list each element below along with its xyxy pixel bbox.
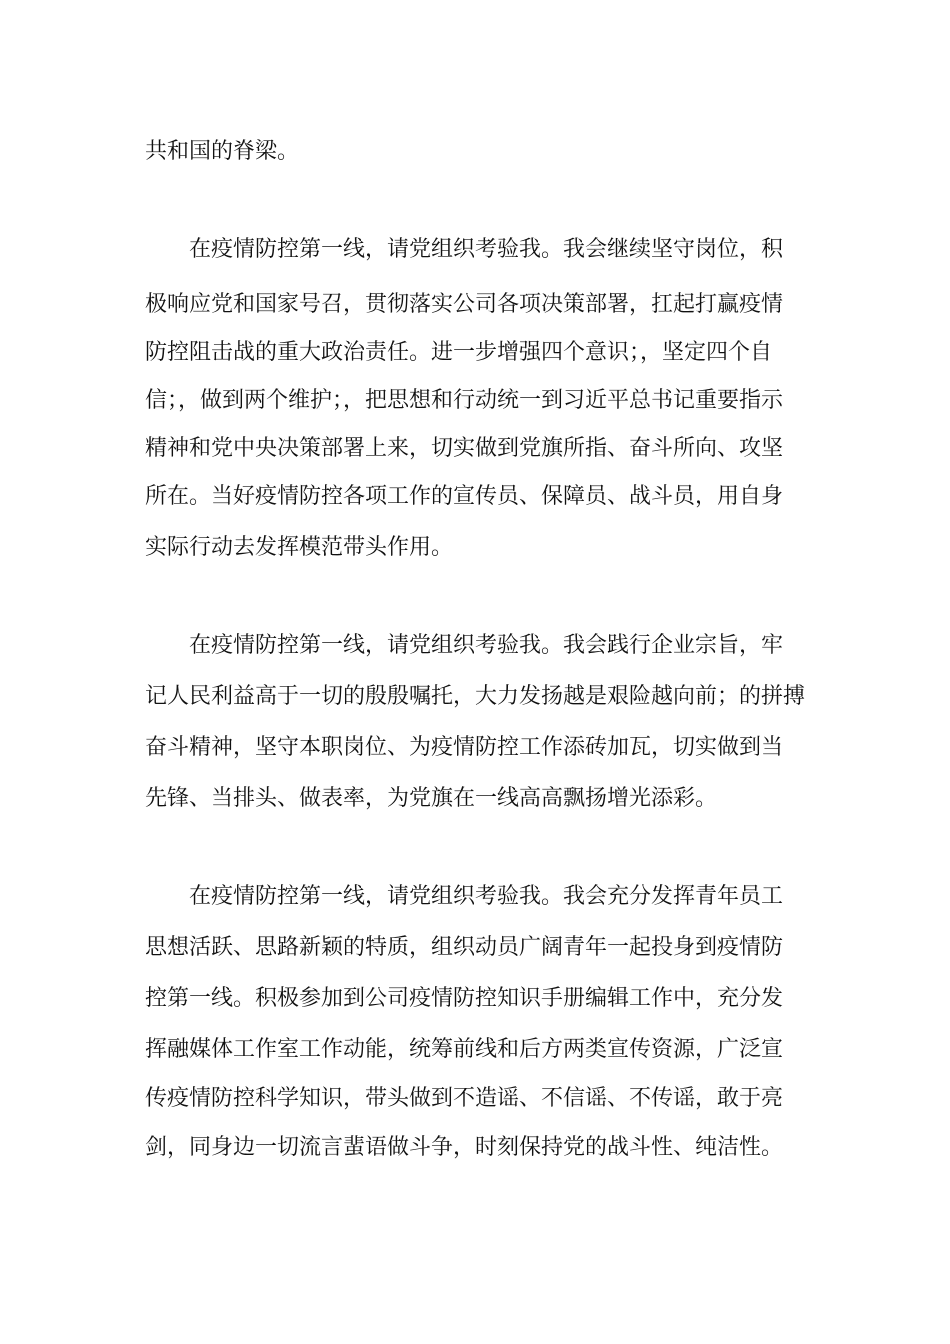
paragraph-2-line-6: 所在。当好疫情防控各项工作的宣传员、保障员、战斗员，用自身: [145, 484, 784, 509]
paragraph-2-line-2: 极响应党和国家号召，贯彻落实公司各项决策部署，扛起打赢疫情: [145, 292, 784, 317]
paragraph-4-line-4: 挥融媒体工作室工作动能，统筹前线和后方两类宣传资源，广泛宣: [145, 1037, 784, 1062]
paragraph-3-line-3: 奋斗精神，坚守本职岗位、为疫情防控工作添砖加瓦，切实做到当: [145, 735, 784, 760]
paragraph-1-line-1: 共和国的脊梁。: [145, 139, 300, 164]
paragraph-4-line-2: 思想活跃、思路新颖的特质，组织动员广阔青年一起投身到疫情防: [145, 935, 784, 960]
paragraph-4-line-5: 传疫情防控科学知识，带头做到不造谣、不信谣、不传谣，敢于亮: [145, 1086, 784, 1111]
paragraph-3-line-4: 先锋、当排头、做表率，为党旗在一线高高飘扬增光添彩。: [145, 786, 718, 811]
paragraph-3-line-2: 记人民利益高于一切的殷殷嘱托，大力发扬越是艰险越向前；的拼搏: [145, 684, 806, 709]
paragraph-4-line-6: 剑，同身边一切流言蜚语做斗争，时刻保持党的战斗性、纯洁性。: [145, 1135, 784, 1160]
paragraph-2-line-1: 在疫情防控第一线，请党组织考验我。我会继续坚守岗位，积: [189, 237, 784, 262]
paragraph-2-line-4: 信；，做到两个维护；，把思想和行动统一到习近平总书记重要指示: [145, 388, 784, 413]
paragraph-3-line-1: 在疫情防控第一线，请党组织考验我。我会践行企业宗旨，牢: [189, 633, 784, 658]
paragraph-2-line-7: 实际行动去发挥模范带头作用。: [145, 535, 454, 560]
paragraph-4-line-3: 控第一线。积极参加到公司疫情防控知识手册编辑工作中，充分发: [145, 986, 784, 1011]
paragraph-2-line-3: 防控阻击战的重大政治责任。进一步增强四个意识；，坚定四个自: [145, 340, 773, 365]
paragraph-4-line-1: 在疫情防控第一线，请党组织考验我。我会充分发挥青年员工: [189, 884, 784, 909]
paragraph-2-line-5: 精神和党中央决策部署上来，切实做到党旗所指、奋斗所向、攻坚: [145, 436, 784, 461]
